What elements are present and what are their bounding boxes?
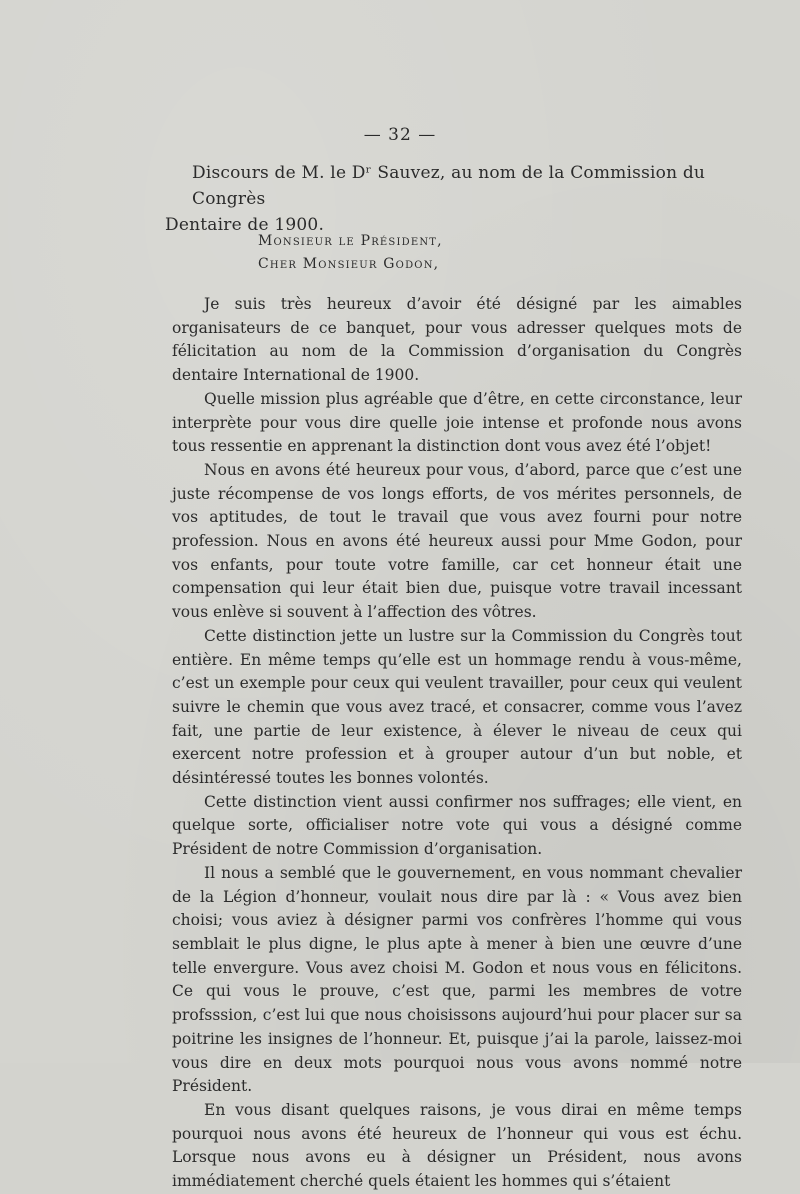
salutation-president: Monsieur le Président,	[258, 233, 443, 249]
paragraph: Quelle mission plus agréable que d’être, en cette circonstance, leur interprète pour vous dire quelle joie intense et profonde nous avons tous ressentie en apprenant la distinction dont vous avez été l’objet!	[172, 389, 742, 456]
paragraph: Il nous a semblé que le gouvernement, en vous nommant chevalier de la Légion d’honneur, voulait nous dire par là : « Vous avez bien choisi; vous aviez à désigner parmi vos confrères l’homme qui vous semblait le plus digne, le plus apte à mener à bien une œuvre d’une telle envergure. Vous avez choisi M. Godon et nous vous en félicitons. Ce qui vous le prouve, c’est que, parmi les membres de votre profsssion, c’est lui que nous choisissons aujourd’hui pour placer sur sa poitrine les insignes de l’honneur. Et, puisque j’ai la parole, laissez-moi vous dire en deux mots pourquoi nous vous avons nommé notre Président.	[172, 863, 742, 1096]
salutation-godon: Cher Monsieur Godon,	[258, 256, 440, 272]
speech-title-line-2: Dentaire de 1900.	[165, 215, 325, 235]
speech-title	[165, 160, 748, 238]
paragraph: Cette distinction jette un lustre sur la Commission du Congrès tout entière. En même temps qu’elle est un hommage rendu à vous-même, c’est un exemple pour ceux qui veulent travailler, pour ceux qui veulent suivre le chemin que vous avez tracé, et consacrer, comme vous l’avez fait, une partie de leur existence, à élever le niveau de ceux qui exercent notre profession et à grouper autour d’un but noble, et désintéressé toutes les bonnes volontés.	[172, 626, 742, 788]
paragraph: Je suis très heureux d’avoir été désigné par les aimables organisateurs de ce banquet, pour vous adresser quelques mots de félicitation au nom de la Commission d’organisation du Congrès dentaire International de 1900.	[172, 295, 742, 385]
page-number: — 32 —	[363, 125, 437, 145]
speech-body	[172, 293, 742, 1194]
paragraph: Nous en avons été heureux pour vous, d’abord, parce que c’est une juste récompense de vos longs efforts, de vos mérites personnels, de vos aptitudes, de tout le travail que vous avez fourni pour notre profession. Nous en avons été heureux aussi pour Mme Godon, pour vos enfants, pour toute votre famille, car cet honneur était une compensation qui leur était bien due, puisque votre travail incessant vous enlève si souvent à l’affection des vôtres.	[172, 460, 742, 622]
speech-title-line-1: Discours de M. le Dʳ Sauvez, au nom de la Commission du Congrès	[192, 163, 706, 209]
paragraph: Cette distinction vient aussi confirmer nos suffrages; elle vient, en quelque sorte, officialiser notre vote qui vous a désigné comme Président de notre Commission d’organisation.	[172, 792, 742, 859]
paragraph: En vous disant quelques raisons, je vous dirai en même temps pourquoi nous avons été heureux de l’honneur qui vous est échu. Lorsque nous avons eu à désigner un Président, nous avons immédiatement cherché quels étaient les hommes qui s’étaient	[172, 1100, 742, 1191]
